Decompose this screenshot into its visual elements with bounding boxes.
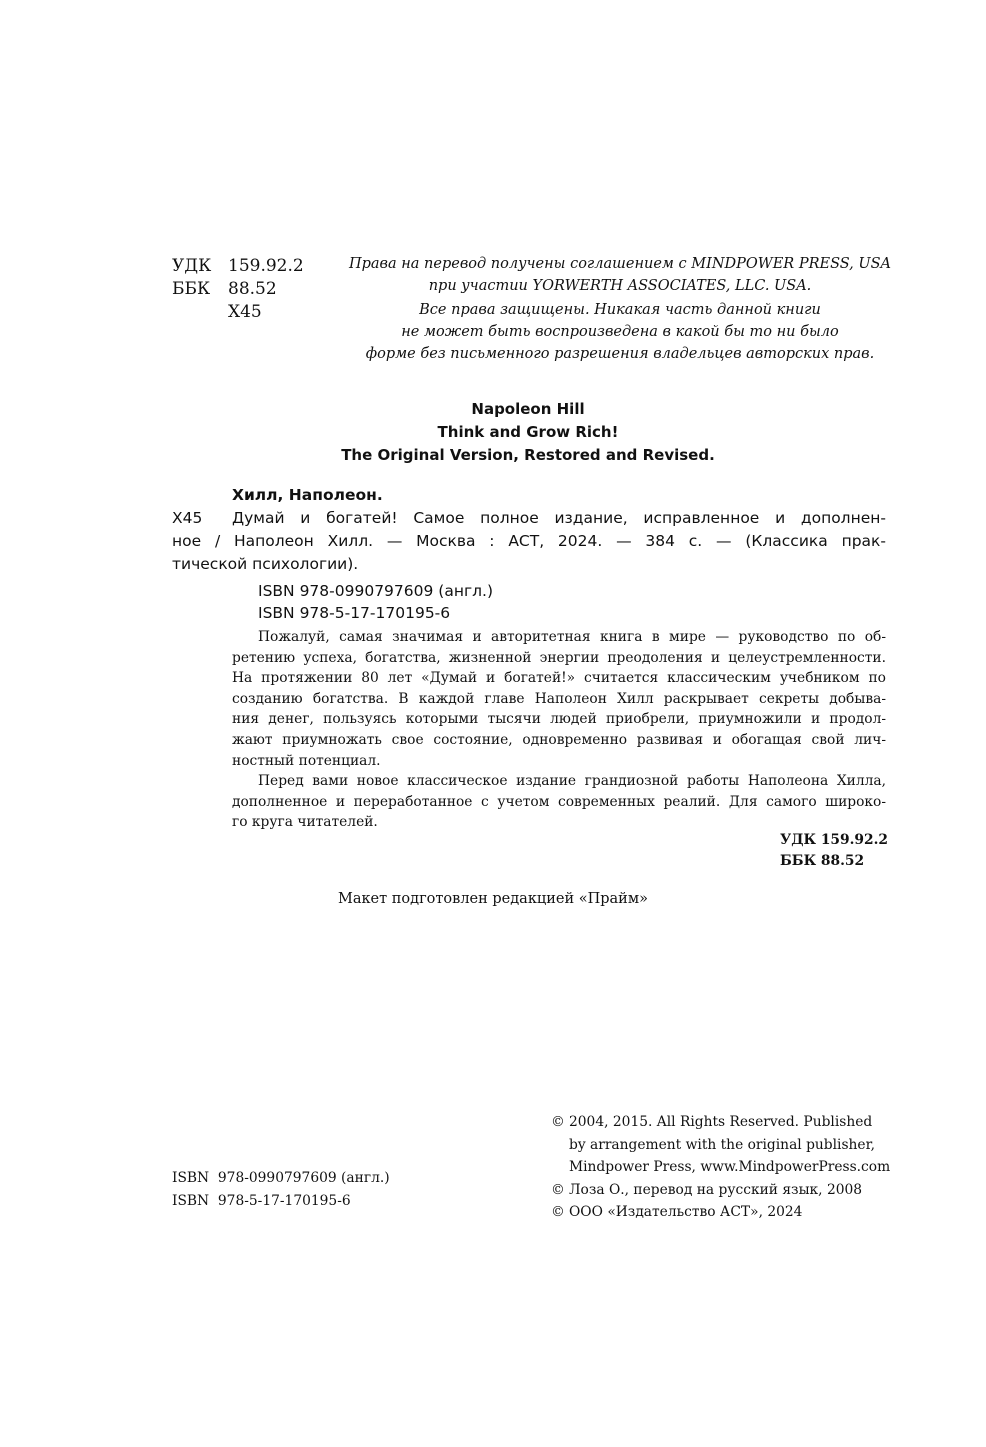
footer-isbn-1: ISBN 978-0990797609 (англ.) <box>172 1170 390 1186</box>
bib-isbn-1: ISBN 978-0990797609 (англ.) <box>258 582 493 600</box>
copyright-text: 2004, 2015. All Rights Reserved. Published <box>569 1114 873 1130</box>
rights-notice <box>340 253 900 365</box>
original-subtitle: The Original Version, Restored and Revised. <box>341 446 715 464</box>
copyright-text: ООО «Издательство АСТ», 2024 <box>569 1204 803 1220</box>
annotation-paragraph-1 <box>232 627 886 771</box>
annotation-line: На протяжении 80 лет «Думай и богатей!» считается классическим учебником по <box>232 670 886 687</box>
copyright-row <box>551 1179 890 1202</box>
original-title: Think and Grow Rich! <box>437 423 619 441</box>
rights-line-1: Права на перевод получены соглашением с MINDPOWER PRESS, USA <box>348 256 892 272</box>
bbk-value: 88.52 <box>228 279 277 299</box>
bib-mark: Х45 <box>172 509 203 527</box>
footer-isbn-block <box>172 1167 390 1212</box>
copyright-icon: © <box>551 1181 565 1198</box>
copyright-icon: © <box>551 1204 565 1220</box>
classification-block <box>172 255 304 324</box>
annotation-line: Перед вами новое классическое издание грандиозной работы Наполеона Хилла, <box>258 773 886 789</box>
udk-label: УДК <box>172 256 212 276</box>
rights-line-2: при участии YORWERTH ASSOCIATES, LLC. USA. <box>428 278 812 294</box>
annotation-line: созданию богатства. В каждой главе Наполеон Хилл раскрывает секреты добыва- <box>232 690 886 707</box>
author-mark-row <box>172 301 304 324</box>
annotation-udk: УДК 159.92.2 <box>780 832 889 848</box>
bbk-label: ББК <box>172 279 211 299</box>
original-title-block <box>248 398 808 467</box>
bbk-row <box>172 278 304 301</box>
copyright-row <box>551 1111 890 1134</box>
annotation-line: ностный потенциал. <box>232 752 381 769</box>
annotation-line: дополненное и переработанное с учетом современных реалий. Для самого широко- <box>232 793 886 810</box>
rights-line-4: не может быть воспроизведена в какой бы то ни было <box>401 324 839 340</box>
annotation-codes <box>780 830 888 871</box>
copyright-row <box>551 1156 890 1179</box>
copyright-row <box>551 1201 890 1224</box>
copyright-text: Лоза О., перевод на русский язык, 2008 <box>569 1181 863 1198</box>
rights-line-5: форме без письменного разрешения владельцев авторских прав. <box>365 346 875 362</box>
annotation-paragraph-2 <box>232 771 886 833</box>
copyright-text: by arrangement with the original publisher, <box>569 1136 876 1153</box>
bib-line-2: ное / Наполеон Хилл. — Москва : АСТ, 2024. — 384 с. — (Классика прак- <box>172 532 886 550</box>
udk-row <box>172 255 304 278</box>
footer-copyright-block <box>551 1111 890 1224</box>
annotation-line: го круга читателей. <box>232 814 378 831</box>
annotation-bbk: ББК 88.52 <box>780 852 865 869</box>
udk-value: 159.92.2 <box>228 256 304 276</box>
rights-line-3: Все права защищены. Никакая часть данной книги <box>419 302 821 318</box>
bib-isbn-2: ISBN 978-5-17-170195-6 <box>258 604 451 622</box>
copyright-row <box>551 1134 890 1157</box>
copyright-text: Mindpower Press, www.MindpowerPress.com <box>569 1159 891 1175</box>
annotation-line: Пожалуй, самая значимая и авторитетная книга в мире — руководство по об- <box>258 629 886 645</box>
author-mark: Х45 <box>228 302 262 322</box>
copyright-icon: © <box>551 1114 565 1130</box>
annotation-line: ния денег, пользуясь которыми тысячи людей приобрели, приумножили и продол- <box>232 711 886 728</box>
bib-line-1: Думай и богатей! Самое полное издание, исправленное и дополнен- <box>232 509 886 527</box>
bib-author-heading: Хилл, Наполеон. <box>232 486 383 504</box>
annotation-line: ретению успеха, богатства, жизненной энергии преодоления и целеустремленности. <box>232 649 886 666</box>
bib-line-3: тической психологии). <box>172 555 359 573</box>
original-author: Napoleon Hill <box>471 400 585 418</box>
annotation-line: жают приумножать свое состояние, одновременно развивая и обогащая свой лич- <box>232 731 886 748</box>
footer-isbn-2: ISBN 978-5-17-170195-6 <box>172 1192 351 1209</box>
prepared-by: Макет подготовлен редакцией «Прайм» <box>338 891 648 907</box>
